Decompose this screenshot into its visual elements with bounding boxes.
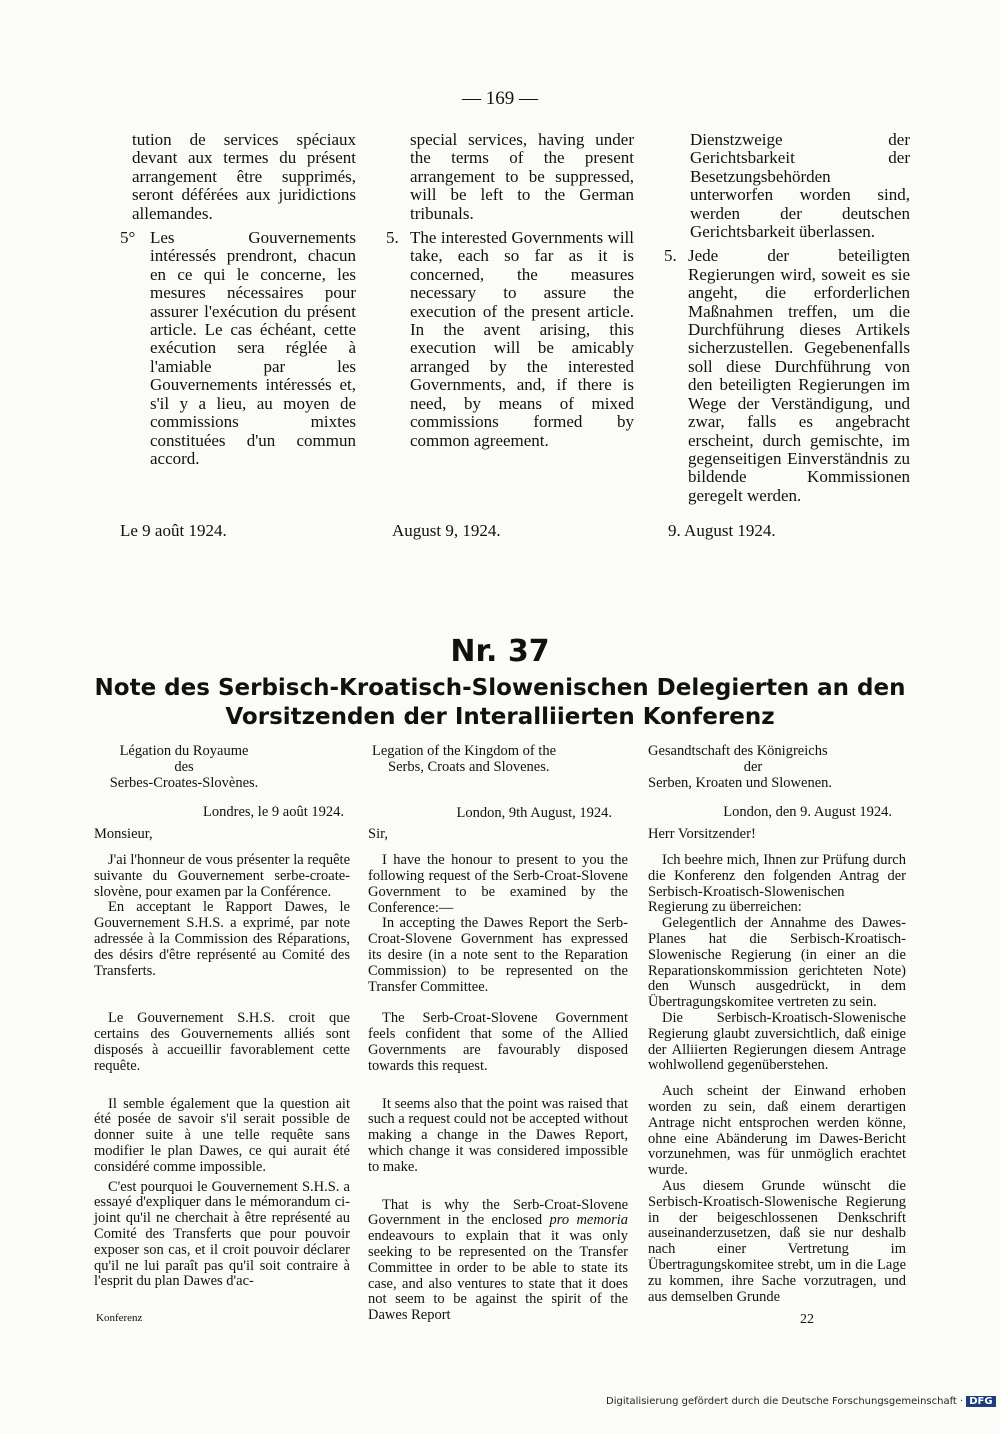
letter-column-german <box>648 744 906 1305</box>
french-date: Le 9 août 1924. <box>120 521 227 540</box>
french-letterhead-line-1: Légation du Royaume <box>119 743 249 759</box>
german-date: 9. August 1924. <box>668 521 776 540</box>
french-continuation: tution de services spéciaux devant aux termes du présent arrangement être supprimés, seront déférées aux juridictions allemandes. <box>132 130 356 223</box>
french-paragraph-5: C'est pourquoi le Gouvernement S.H.S. a essayé d'expliquer dans le mémorandum ci-joint qu'il ne cherchait à être représenté au Comité des Transferts que pour pouvoir exposer son cas, et il croit pouvoir déclarer qu'il ne lui paraît pas qu'il soit contraire à l'esprit du plan Dawes d'ac- <box>94 1178 350 1290</box>
dfg-logo: DFG <box>966 1396 995 1407</box>
french-article-5 <box>120 229 356 468</box>
german-paragraph-4: Auch scheint der Einwand erhoben worden zu sein, daß einem derartigen Antrage nicht entsprochen werden könne, ohne eine Abänderung im Dawes-Bericht vorzunehmen, was für unmöglich erachtet wurde. <box>648 1083 906 1179</box>
german-item-number: 5. <box>664 246 677 266</box>
english-salutation: Sir, <box>368 826 388 843</box>
top-column-french <box>120 131 356 468</box>
letter-column-french <box>94 744 350 1290</box>
french-paragraph-2: En acceptant le Rapport Dawes, le Gouvernement S.H.S. a exprimé, par note adressée à la Commission des Réparations, des désirs d'être représenté au Comité des Transferts. <box>94 899 350 979</box>
french-letterhead <box>94 744 264 791</box>
english-letterhead <box>368 744 628 776</box>
english-continuation: special services, having under the terms of the present arrangement to be suppressed, will be left to the German tribunals. <box>410 130 634 223</box>
french-item-number: 5° <box>120 228 136 248</box>
english-paragraph-5-start: That is why the Serb-Croat-Slovene Government in the enclosed <box>368 1196 628 1229</box>
german-letterhead-line-1: Gesandtschaft des Königreichs <box>648 743 828 759</box>
french-salutation: Monsieur, <box>94 826 153 843</box>
top-column-english <box>386 131 634 450</box>
german-article-5 <box>664 247 910 505</box>
english-paragraph-3: The Serb-Croat-Slovene Government feels confident that some of the Allied Governments are favourably disposed towards this request. <box>368 1010 628 1074</box>
english-item-text: The interested Governments will take, each so far as it is concerned, the measures necessary to assure the execution of the present article. In the avent arising, this execution will be amicably arranged by the interested Governments, and, if there is need, by means of mixed commissions formed by common agreement. <box>410 228 634 450</box>
french-paragraph-4: Il semble également que la question ait été posée de savoir s'il serait possible de donner suite à une telle requête sans modifier le plan Dawes, ce qui aurait été considéré comme impossible. <box>94 1095 350 1175</box>
english-place-date: London, 9th August, 1924. <box>456 804 612 821</box>
english-item-number: 5. <box>386 228 399 248</box>
french-place-date: Londres, le 9 août 1924. <box>203 804 344 821</box>
german-letterhead-line-3: Serben, Kroaten und Slowenen. <box>648 774 833 791</box>
english-paragraph-5 <box>368 1198 628 1324</box>
german-paragraph-3: Die Serbisch-Kroatisch-Slowenische Regierung glaubt zuversichtlich, daß einige der Alliierten Regierungen diesem Antrage wohlwollend gegenüberstehen. <box>648 1009 906 1074</box>
letter-column-english <box>368 744 628 1324</box>
german-item-text: Jede der beteiligten Regierungen wird, soweit es sie angeht, die erforderlichen Maßnahmen treffen, um die Durchführung dieses Artikels sicherzustellen. Gegebenenfalls soll diese Durchführung von den beteiligten Regierungen im Wege der Verständigung, und zwar, falls es angebracht erscheint, durch gemischte, im gegenseitigen Einverständnis zu bildende Kommissionen geregelt werden. <box>688 246 910 505</box>
english-paragraph-1: I have the honour to present to you the following request of the Serb-Croat-Slovene Government to be examined by the Conference:— <box>368 852 628 916</box>
english-pro-memoria: pro memoria <box>549 1212 628 1229</box>
french-letterhead-line-2: des <box>174 758 194 775</box>
german-paragraph-1: Ich beehre mich, Ihnen zur Prüfung durch die Konferenz den folgenden Antrag der Serbisch-Kroatisch-Slowenischen Regierung zu überreichen: <box>648 851 906 916</box>
english-date: August 9, 1924. <box>392 521 501 540</box>
signature-mark: Konferenz <box>96 1312 143 1324</box>
document-number: Nr. 37 <box>450 634 550 669</box>
french-paragraph-3: Le Gouvernement S.H.S. croit que certains des Gouvernements alliés sont disposés à accueillir favorablement cette requête. <box>94 1010 350 1074</box>
german-letterhead-line-2: der <box>743 758 763 775</box>
top-column-german <box>664 131 910 505</box>
english-paragraph-2: In accepting the Dawes Report the Serb-Croat-Slovene Government has expressed its desire (in a note sent to the Reparation Commission) to be represented on the Transfer Committee. <box>368 915 628 995</box>
french-paragraph-1: J'ai l'honneur de vous présenter la requête suivante du Gouvernement serbe-croate-slovène, pour examen par la Conférence. <box>94 851 350 900</box>
english-article-5 <box>386 229 634 450</box>
sheet-number: 22 <box>800 1312 814 1327</box>
french-item-text: Les Gouvernements intéressés prendront, chacun en ce qui le concerne, les mesures nécessaires pour assurer l'exécution du présent article. Le cas échéant, cette exécution sera réglée à l'amiable par les Gouvernements intéressés et, s'il y a lieu, au moyen de commissions mixtes constituées d'un commun accord. <box>150 228 356 468</box>
german-paragraph-5: Aus diesem Grunde wünscht die Serbisch-Kroatisch-Slowenische Regierung in der beigeschlossenen Denkschrift auseinanderzusetzen, daß sie nur deshalb nach einer Vertretung im Übertragungskomitee strebt, um in die Lage zu kommen, ihre Sache vorzutragen, und aus demselben Grunde <box>648 1177 906 1305</box>
german-letterhead <box>648 744 906 791</box>
english-letterhead-line-2: Serbs, Croats and Slovenes. <box>388 758 550 775</box>
digitization-credit-text: Digitalisierung gefördert durch die Deutsche Forschungsgemeinschaft · <box>606 1396 964 1407</box>
english-paragraph-4: It seems also that the point was raised that such a request could not be accepted without making a change in the Dawes Report, which change it was considered impossible to make. <box>368 1095 628 1175</box>
digitization-credit <box>606 1396 996 1407</box>
german-continuation: Dienstzweige der Gerichtsbarkeit der Besetzungsbehörden unterworfen worden sind, werden der deutschen Gerichtsbarkeit überlassen. <box>690 130 910 242</box>
french-letterhead-line-3: Serbes-Croates-Slovènes. <box>109 774 259 791</box>
document-title: Note des Serbisch-Kroatisch-Slowenischen Delegierten an den Vorsitzenden der Interalliierten Konferenz <box>94 675 906 730</box>
english-paragraph-5-end: endeavours to explain that it was only seeking to be represented on the Transfer Committee in order to be able to state its case, and also ventures to state that it does not seem to be against the spirit of the Dawes Report <box>368 1228 628 1324</box>
german-paragraph-2: Gelegentlich der Annahme des Dawes-Planes hat die Serbisch-Kroatisch-Slowenische Regierung (in einer an die Reparationskommission gerichteten Note) den Wunsch ausgedrückt, in dem Übertragungskomitee vertreten zu sein. <box>648 915 906 1011</box>
page-number: — 169 — <box>462 88 538 109</box>
german-salutation: Herr Vorsitzender! <box>648 826 756 843</box>
english-letterhead-line-1: Legation of the Kingdom of the <box>372 743 557 759</box>
german-place-date: London, den 9. August 1924. <box>723 804 892 821</box>
